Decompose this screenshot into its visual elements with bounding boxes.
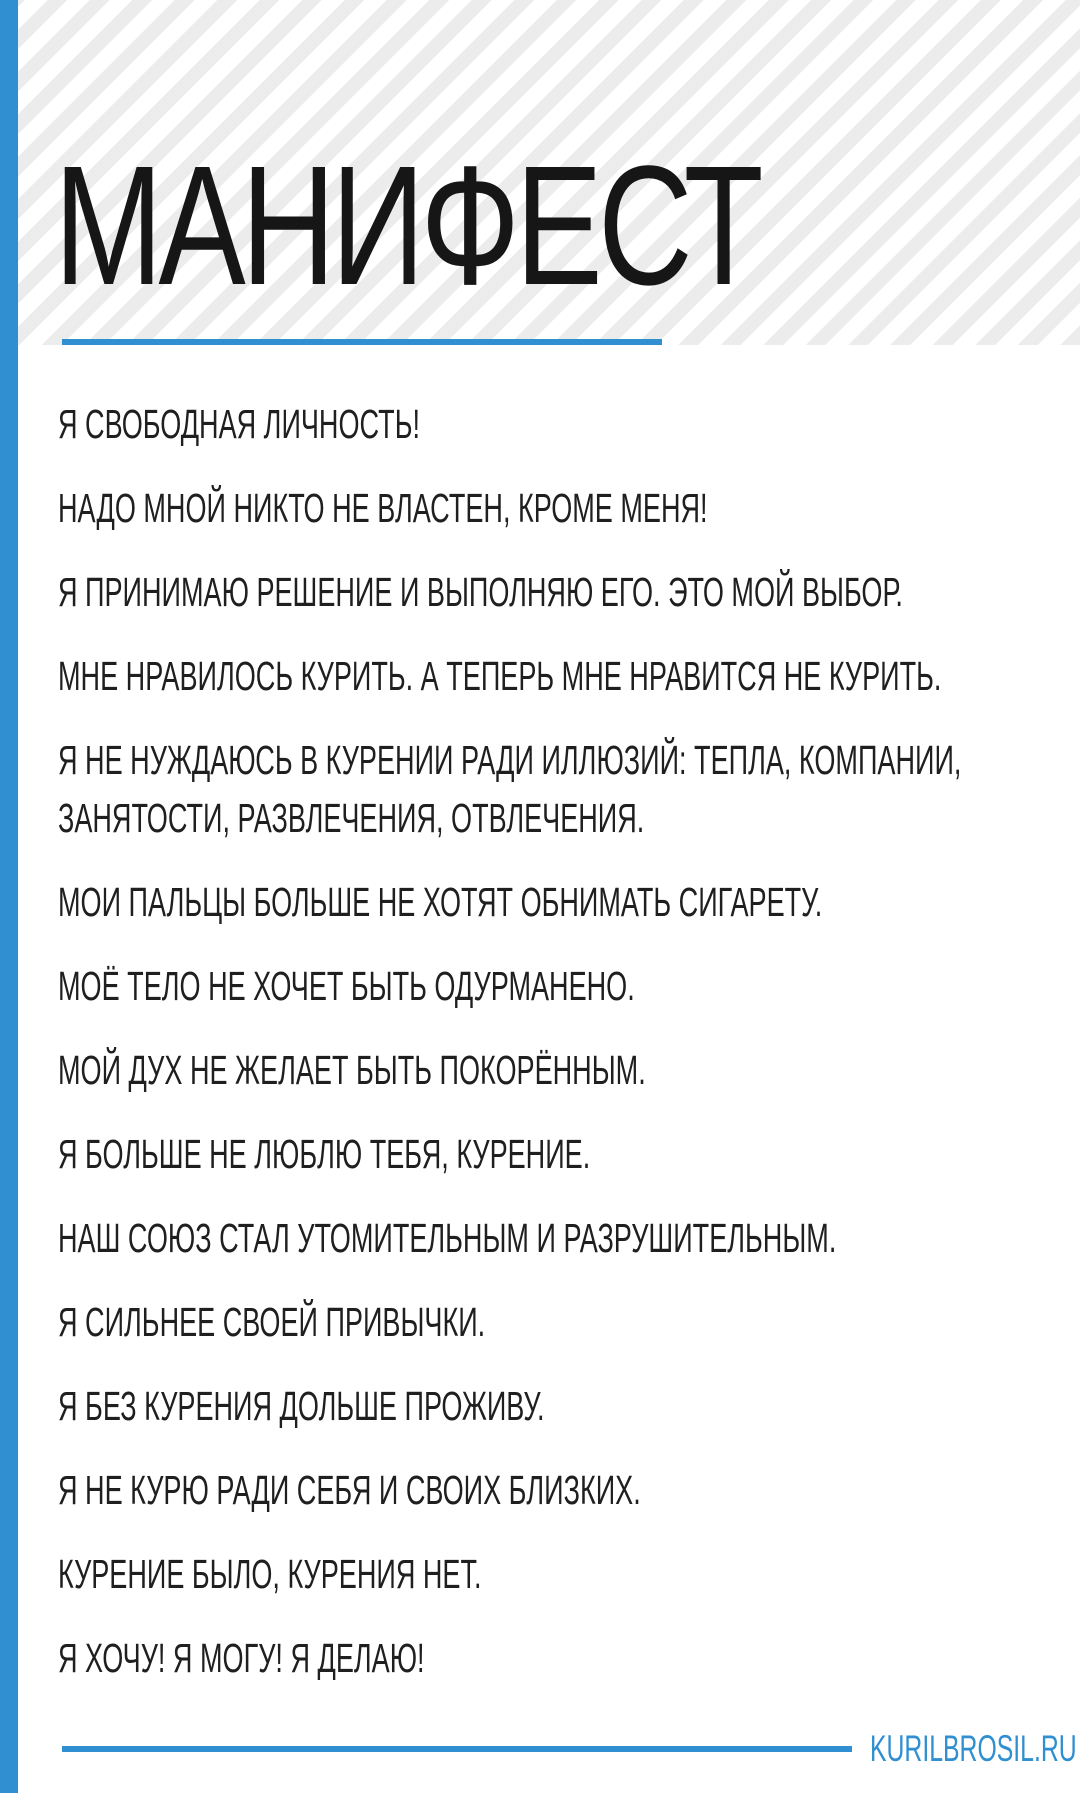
title-underline (62, 339, 662, 345)
left-accent-bar (0, 0, 18, 1793)
manifesto-statement-continued: ЗАНЯТОСТИ, РАЗВЛЕЧЕНИЯ, ОТВЛЕЧЕНИЯ. (58, 795, 645, 841)
manifesto-statement: НАДО МНОЙ НИКТО НЕ ВЛАСТЕН, КРОМЕ МЕНЯ! (58, 485, 708, 531)
manifesto-statement: НАШ СОЮЗ СТАЛ УТОМИТЕЛЬНЫМ И РАЗРУШИТЕЛЬНЫМ. (58, 1215, 837, 1261)
manifesto-statement: Я НЕ НУЖДАЮСЬ В КУРЕНИИ РАДИ ИЛЛЮЗИЙ: ТЕПЛА, КОМПАНИИ, (58, 737, 962, 783)
manifesto-statement: МОИ ПАЛЬЦЫ БОЛЬШЕ НЕ ХОТЯТ ОБНИМАТЬ СИГАРЕТУ. (58, 879, 823, 925)
manifesto-statement: Я БЕЗ КУРЕНИЯ ДОЛЬШЕ ПРОЖИВУ. (58, 1383, 545, 1429)
manifesto-statement: МОЁ ТЕЛО НЕ ХОЧЕТ БЫТЬ ОДУРМАНЕНО. (58, 963, 635, 1009)
manifesto-statement: Я СИЛЬНЕЕ СВОЕЙ ПРИВЫЧКИ. (58, 1299, 486, 1345)
manifesto-statement: Я СВОБОДНАЯ ЛИЧНОСТЬ! (58, 401, 420, 447)
manifesto-statement: Я НЕ КУРЮ РАДИ СЕБЯ И СВОИХ БЛИЗКИХ. (58, 1467, 641, 1513)
page-title: МАНИФЕСТ (54, 131, 759, 321)
manifesto-statement: МНЕ НРАВИЛОСЬ КУРИТЬ. А ТЕПЕРЬ МНЕ НРАВИТСЯ НЕ КУРИТЬ. (58, 653, 942, 699)
footer-divider (62, 1746, 852, 1752)
manifesto-statement: Я ХОЧУ! Я МОГУ! Я ДЕЛАЮ! (58, 1635, 425, 1681)
manifesto-statement: Я ПРИНИМАЮ РЕШЕНИЕ И ВЫПОЛНЯЮ ЕГО. ЭТО МОЙ ВЫБОР. (58, 569, 903, 615)
manifesto-statement: Я БОЛЬШЕ НЕ ЛЮБЛЮ ТЕБЯ, КУРЕНИЕ. (58, 1131, 591, 1177)
site-link[interactable]: KURILBROSIL.RU (870, 1728, 1077, 1769)
manifesto-statement: КУРЕНИЕ БЫЛО, КУРЕНИЯ НЕТ. (58, 1551, 482, 1597)
manifesto-statement: МОЙ ДУХ НЕ ЖЕЛАЕТ БЫТЬ ПОКОРЁННЫМ. (58, 1047, 646, 1093)
